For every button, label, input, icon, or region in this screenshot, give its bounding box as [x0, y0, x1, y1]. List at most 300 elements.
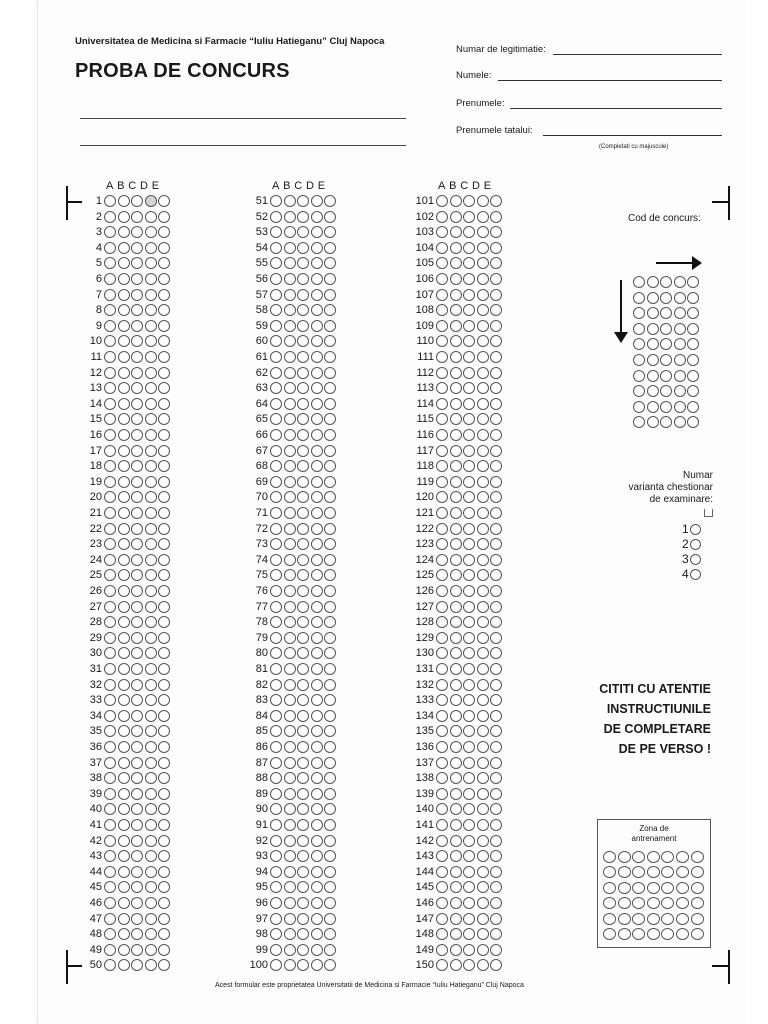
- training-bubble[interactable]: [691, 866, 704, 878]
- answer-bubble-102-a[interactable]: [436, 211, 448, 223]
- answer-bubble-50-d[interactable]: [145, 959, 157, 971]
- answer-bubble-16-c[interactable]: [131, 429, 143, 441]
- training-bubble[interactable]: [632, 928, 645, 940]
- answer-bubble-57-b[interactable]: [284, 289, 296, 301]
- answer-bubble-17-a[interactable]: [104, 445, 116, 457]
- answer-bubble-131-d[interactable]: [477, 663, 489, 675]
- answer-bubble-74-a[interactable]: [270, 554, 282, 566]
- answer-bubble-10-c[interactable]: [131, 335, 143, 347]
- field-last-name[interactable]: [498, 80, 722, 81]
- contest-code-bubble[interactable]: [647, 338, 659, 350]
- answer-bubble-130-b[interactable]: [450, 647, 462, 659]
- answer-bubble-140-e[interactable]: [490, 803, 502, 815]
- contest-code-bubble[interactable]: [647, 401, 659, 413]
- answer-bubble-50-b[interactable]: [118, 959, 130, 971]
- answer-bubble-124-a[interactable]: [436, 554, 448, 566]
- answer-bubble-147-a[interactable]: [436, 913, 448, 925]
- blank-line-1[interactable]: [80, 118, 406, 119]
- answer-bubble-132-a[interactable]: [436, 679, 448, 691]
- answer-bubble-119-e[interactable]: [490, 476, 502, 488]
- answer-bubble-42-d[interactable]: [145, 835, 157, 847]
- answer-bubble-30-a[interactable]: [104, 647, 116, 659]
- answer-bubble-84-d[interactable]: [311, 710, 323, 722]
- answer-bubble-129-c[interactable]: [463, 632, 475, 644]
- answer-bubble-51-a[interactable]: [270, 195, 282, 207]
- answer-bubble-79-e[interactable]: [324, 632, 336, 644]
- answer-bubble-136-e[interactable]: [490, 741, 502, 753]
- answer-bubble-100-d[interactable]: [311, 959, 323, 971]
- contest-code-bubble[interactable]: [633, 323, 645, 335]
- answer-bubble-79-d[interactable]: [311, 632, 323, 644]
- variant-option[interactable]: [682, 567, 701, 582]
- answer-bubble-64-a[interactable]: [270, 398, 282, 410]
- answer-bubble-43-a[interactable]: [104, 850, 116, 862]
- answer-bubble-36-c[interactable]: [131, 741, 143, 753]
- answer-bubble-87-e[interactable]: [324, 757, 336, 769]
- answer-bubble-69-d[interactable]: [311, 476, 323, 488]
- training-bubble[interactable]: [691, 913, 704, 925]
- answer-bubble-18-b[interactable]: [118, 460, 130, 472]
- answer-bubble-61-e[interactable]: [324, 351, 336, 363]
- answer-bubble-24-a[interactable]: [104, 554, 116, 566]
- answer-bubble-8-c[interactable]: [131, 304, 143, 316]
- answer-bubble-110-d[interactable]: [477, 335, 489, 347]
- answer-bubble-34-a[interactable]: [104, 710, 116, 722]
- answer-bubble-74-c[interactable]: [297, 554, 309, 566]
- answer-bubble-59-e[interactable]: [324, 320, 336, 332]
- answer-bubble-92-b[interactable]: [284, 835, 296, 847]
- answer-bubble-35-e[interactable]: [158, 725, 170, 737]
- answer-bubble-113-a[interactable]: [436, 382, 448, 394]
- answer-bubble-122-d[interactable]: [477, 523, 489, 535]
- answer-bubble-77-d[interactable]: [311, 601, 323, 613]
- answer-bubble-44-a[interactable]: [104, 866, 116, 878]
- answer-bubble-128-d[interactable]: [477, 616, 489, 628]
- answer-bubble-42-b[interactable]: [118, 835, 130, 847]
- answer-bubble-126-b[interactable]: [450, 585, 462, 597]
- answer-bubble-144-a[interactable]: [436, 866, 448, 878]
- answer-bubble-5-a[interactable]: [104, 257, 116, 269]
- answer-bubble-81-e[interactable]: [324, 663, 336, 675]
- answer-bubble-13-a[interactable]: [104, 382, 116, 394]
- answer-bubble-147-e[interactable]: [490, 913, 502, 925]
- answer-bubble-1-a[interactable]: [104, 195, 116, 207]
- answer-bubble-141-b[interactable]: [450, 819, 462, 831]
- answer-bubble-68-d[interactable]: [311, 460, 323, 472]
- training-bubble[interactable]: [676, 897, 689, 909]
- answer-bubble-33-e[interactable]: [158, 694, 170, 706]
- answer-bubble-116-d[interactable]: [477, 429, 489, 441]
- variant-option[interactable]: [682, 522, 701, 537]
- answer-bubble-82-d[interactable]: [311, 679, 323, 691]
- answer-bubble-53-a[interactable]: [270, 226, 282, 238]
- answer-bubble-111-a[interactable]: [436, 351, 448, 363]
- answer-bubble-20-a[interactable]: [104, 491, 116, 503]
- answer-bubble-78-d[interactable]: [311, 616, 323, 628]
- answer-bubble-102-c[interactable]: [463, 211, 475, 223]
- training-bubble[interactable]: [618, 866, 631, 878]
- answer-bubble-118-a[interactable]: [436, 460, 448, 472]
- answer-bubble-11-d[interactable]: [145, 351, 157, 363]
- answer-bubble-33-d[interactable]: [145, 694, 157, 706]
- answer-bubble-76-c[interactable]: [297, 585, 309, 597]
- answer-bubble-25-a[interactable]: [104, 569, 116, 581]
- contest-code-bubble[interactable]: [674, 385, 686, 397]
- answer-bubble-2-a[interactable]: [104, 211, 116, 223]
- answer-bubble-22-c[interactable]: [131, 523, 143, 535]
- answer-bubble-102-e[interactable]: [490, 211, 502, 223]
- answer-bubble-110-b[interactable]: [450, 335, 462, 347]
- answer-bubble-112-d[interactable]: [477, 367, 489, 379]
- training-bubble[interactable]: [618, 928, 631, 940]
- answer-bubble-39-b[interactable]: [118, 788, 130, 800]
- answer-bubble-33-b[interactable]: [118, 694, 130, 706]
- answer-bubble-27-a[interactable]: [104, 601, 116, 613]
- answer-bubble-124-c[interactable]: [463, 554, 475, 566]
- answer-bubble-93-c[interactable]: [297, 850, 309, 862]
- answer-bubble-73-a[interactable]: [270, 538, 282, 550]
- answer-bubble-74-d[interactable]: [311, 554, 323, 566]
- training-bubble[interactable]: [603, 913, 616, 925]
- answer-bubble-35-d[interactable]: [145, 725, 157, 737]
- answer-bubble-72-e[interactable]: [324, 523, 336, 535]
- answer-bubble-46-e[interactable]: [158, 897, 170, 909]
- answer-bubble-53-d[interactable]: [311, 226, 323, 238]
- answer-bubble-114-b[interactable]: [450, 398, 462, 410]
- answer-bubble-33-c[interactable]: [131, 694, 143, 706]
- answer-bubble-86-c[interactable]: [297, 741, 309, 753]
- contest-code-bubble[interactable]: [633, 307, 645, 319]
- answer-bubble-79-c[interactable]: [297, 632, 309, 644]
- answer-bubble-72-c[interactable]: [297, 523, 309, 535]
- answer-bubble-15-d[interactable]: [145, 413, 157, 425]
- training-bubble[interactable]: [676, 913, 689, 925]
- answer-bubble-113-e[interactable]: [490, 382, 502, 394]
- answer-bubble-8-b[interactable]: [118, 304, 130, 316]
- answer-bubble-16-e[interactable]: [158, 429, 170, 441]
- answer-bubble-134-a[interactable]: [436, 710, 448, 722]
- answer-bubble-6-b[interactable]: [118, 273, 130, 285]
- answer-bubble-58-d[interactable]: [311, 304, 323, 316]
- answer-bubble-45-e[interactable]: [158, 881, 170, 893]
- answer-bubble-120-e[interactable]: [490, 491, 502, 503]
- answer-bubble-36-b[interactable]: [118, 741, 130, 753]
- answer-bubble-23-d[interactable]: [145, 538, 157, 550]
- answer-bubble-145-b[interactable]: [450, 881, 462, 893]
- answer-bubble-108-e[interactable]: [490, 304, 502, 316]
- answer-bubble-123-b[interactable]: [450, 538, 462, 550]
- answer-bubble-73-c[interactable]: [297, 538, 309, 550]
- answer-bubble-17-c[interactable]: [131, 445, 143, 457]
- answer-bubble-132-e[interactable]: [490, 679, 502, 691]
- answer-bubble-86-d[interactable]: [311, 741, 323, 753]
- answer-bubble-86-a[interactable]: [270, 741, 282, 753]
- answer-bubble-91-d[interactable]: [311, 819, 323, 831]
- variant-bubble-1[interactable]: [690, 524, 701, 535]
- answer-bubble-104-e[interactable]: [490, 242, 502, 254]
- answer-bubble-36-d[interactable]: [145, 741, 157, 753]
- answer-bubble-59-b[interactable]: [284, 320, 296, 332]
- answer-bubble-92-e[interactable]: [324, 835, 336, 847]
- contest-code-bubble[interactable]: [647, 276, 659, 288]
- contest-code-bubble[interactable]: [633, 401, 645, 413]
- answer-bubble-40-b[interactable]: [118, 803, 130, 815]
- answer-bubble-32-b[interactable]: [118, 679, 130, 691]
- answer-bubble-124-b[interactable]: [450, 554, 462, 566]
- answer-bubble-39-d[interactable]: [145, 788, 157, 800]
- contest-code-bubble[interactable]: [647, 370, 659, 382]
- answer-bubble-148-e[interactable]: [490, 928, 502, 940]
- answer-bubble-80-d[interactable]: [311, 647, 323, 659]
- answer-bubble-133-b[interactable]: [450, 694, 462, 706]
- answer-bubble-94-a[interactable]: [270, 866, 282, 878]
- answer-bubble-150-c[interactable]: [463, 959, 475, 971]
- answer-bubble-41-e[interactable]: [158, 819, 170, 831]
- answer-bubble-18-d[interactable]: [145, 460, 157, 472]
- answer-bubble-81-c[interactable]: [297, 663, 309, 675]
- answer-bubble-56-c[interactable]: [297, 273, 309, 285]
- answer-bubble-69-c[interactable]: [297, 476, 309, 488]
- answer-bubble-31-d[interactable]: [145, 663, 157, 675]
- answer-bubble-108-b[interactable]: [450, 304, 462, 316]
- answer-bubble-71-d[interactable]: [311, 507, 323, 519]
- answer-bubble-80-a[interactable]: [270, 647, 282, 659]
- answer-bubble-34-d[interactable]: [145, 710, 157, 722]
- answer-bubble-31-a[interactable]: [104, 663, 116, 675]
- answer-bubble-11-a[interactable]: [104, 351, 116, 363]
- answer-bubble-57-e[interactable]: [324, 289, 336, 301]
- answer-bubble-77-e[interactable]: [324, 601, 336, 613]
- answer-bubble-60-c[interactable]: [297, 335, 309, 347]
- answer-bubble-70-e[interactable]: [324, 491, 336, 503]
- answer-bubble-126-d[interactable]: [477, 585, 489, 597]
- answer-bubble-64-e[interactable]: [324, 398, 336, 410]
- answer-bubble-17-e[interactable]: [158, 445, 170, 457]
- answer-bubble-137-c[interactable]: [463, 757, 475, 769]
- answer-bubble-84-b[interactable]: [284, 710, 296, 722]
- answer-bubble-1-b[interactable]: [118, 195, 130, 207]
- answer-bubble-23-b[interactable]: [118, 538, 130, 550]
- answer-bubble-1-c[interactable]: [131, 195, 143, 207]
- training-bubble[interactable]: [647, 882, 660, 894]
- answer-bubble-118-c[interactable]: [463, 460, 475, 472]
- answer-bubble-82-a[interactable]: [270, 679, 282, 691]
- answer-bubble-124-e[interactable]: [490, 554, 502, 566]
- answer-bubble-6-a[interactable]: [104, 273, 116, 285]
- answer-bubble-24-b[interactable]: [118, 554, 130, 566]
- answer-bubble-98-d[interactable]: [311, 928, 323, 940]
- answer-bubble-4-b[interactable]: [118, 242, 130, 254]
- answer-bubble-116-b[interactable]: [450, 429, 462, 441]
- contest-code-bubble[interactable]: [660, 416, 672, 428]
- answer-bubble-52-c[interactable]: [297, 211, 309, 223]
- answer-bubble-53-e[interactable]: [324, 226, 336, 238]
- answer-bubble-23-a[interactable]: [104, 538, 116, 550]
- answer-bubble-6-e[interactable]: [158, 273, 170, 285]
- answer-bubble-98-a[interactable]: [270, 928, 282, 940]
- answer-bubble-134-c[interactable]: [463, 710, 475, 722]
- contest-code-bubble[interactable]: [687, 292, 699, 304]
- answer-bubble-134-d[interactable]: [477, 710, 489, 722]
- answer-bubble-134-e[interactable]: [490, 710, 502, 722]
- answer-bubble-77-c[interactable]: [297, 601, 309, 613]
- answer-bubble-16-a[interactable]: [104, 429, 116, 441]
- answer-bubble-111-e[interactable]: [490, 351, 502, 363]
- answer-bubble-22-a[interactable]: [104, 523, 116, 535]
- answer-bubble-7-d[interactable]: [145, 289, 157, 301]
- answer-bubble-104-c[interactable]: [463, 242, 475, 254]
- answer-bubble-49-b[interactable]: [118, 944, 130, 956]
- answer-bubble-5-d[interactable]: [145, 257, 157, 269]
- answer-bubble-34-e[interactable]: [158, 710, 170, 722]
- answer-bubble-103-d[interactable]: [477, 226, 489, 238]
- answer-bubble-32-a[interactable]: [104, 679, 116, 691]
- answer-bubble-3-d[interactable]: [145, 226, 157, 238]
- answer-bubble-65-a[interactable]: [270, 413, 282, 425]
- answer-bubble-25-b[interactable]: [118, 569, 130, 581]
- answer-bubble-116-c[interactable]: [463, 429, 475, 441]
- answer-bubble-46-c[interactable]: [131, 897, 143, 909]
- answer-bubble-47-a[interactable]: [104, 913, 116, 925]
- answer-bubble-131-e[interactable]: [490, 663, 502, 675]
- answer-bubble-10-b[interactable]: [118, 335, 130, 347]
- answer-bubble-42-e[interactable]: [158, 835, 170, 847]
- answer-bubble-56-e[interactable]: [324, 273, 336, 285]
- answer-bubble-93-e[interactable]: [324, 850, 336, 862]
- contest-code-bubble[interactable]: [674, 323, 686, 335]
- answer-bubble-19-b[interactable]: [118, 476, 130, 488]
- answer-bubble-114-d[interactable]: [477, 398, 489, 410]
- answer-bubble-88-c[interactable]: [297, 772, 309, 784]
- contest-code-bubble[interactable]: [647, 385, 659, 397]
- answer-bubble-128-c[interactable]: [463, 616, 475, 628]
- answer-bubble-41-a[interactable]: [104, 819, 116, 831]
- answer-bubble-90-d[interactable]: [311, 803, 323, 815]
- answer-bubble-95-e[interactable]: [324, 881, 336, 893]
- answer-bubble-17-d[interactable]: [145, 445, 157, 457]
- answer-bubble-63-a[interactable]: [270, 382, 282, 394]
- answer-bubble-148-d[interactable]: [477, 928, 489, 940]
- answer-bubble-45-c[interactable]: [131, 881, 143, 893]
- answer-bubble-37-b[interactable]: [118, 757, 130, 769]
- answer-bubble-22-d[interactable]: [145, 523, 157, 535]
- contest-code-bubble[interactable]: [674, 401, 686, 413]
- answer-bubble-9-a[interactable]: [104, 320, 116, 332]
- answer-bubble-71-c[interactable]: [297, 507, 309, 519]
- answer-bubble-19-d[interactable]: [145, 476, 157, 488]
- answer-bubble-8-e[interactable]: [158, 304, 170, 316]
- contest-code-bubble[interactable]: [660, 354, 672, 366]
- training-bubble[interactable]: [632, 897, 645, 909]
- answer-bubble-57-a[interactable]: [270, 289, 282, 301]
- answer-bubble-89-b[interactable]: [284, 788, 296, 800]
- contest-code-bubble[interactable]: [674, 338, 686, 350]
- answer-bubble-97-b[interactable]: [284, 913, 296, 925]
- answer-bubble-110-e[interactable]: [490, 335, 502, 347]
- answer-bubble-49-a[interactable]: [104, 944, 116, 956]
- answer-bubble-103-e[interactable]: [490, 226, 502, 238]
- answer-bubble-84-e[interactable]: [324, 710, 336, 722]
- answer-bubble-138-e[interactable]: [490, 772, 502, 784]
- answer-bubble-122-e[interactable]: [490, 523, 502, 535]
- answer-bubble-2-e[interactable]: [158, 211, 170, 223]
- answer-bubble-76-d[interactable]: [311, 585, 323, 597]
- contest-code-bubble[interactable]: [660, 292, 672, 304]
- answer-bubble-115-e[interactable]: [490, 413, 502, 425]
- contest-code-bubble[interactable]: [687, 354, 699, 366]
- variant-write-box[interactable]: [704, 509, 713, 517]
- answer-bubble-148-a[interactable]: [436, 928, 448, 940]
- answer-bubble-93-a[interactable]: [270, 850, 282, 862]
- answer-bubble-36-a[interactable]: [104, 741, 116, 753]
- answer-bubble-140-c[interactable]: [463, 803, 475, 815]
- answer-bubble-64-d[interactable]: [311, 398, 323, 410]
- answer-bubble-115-b[interactable]: [450, 413, 462, 425]
- answer-bubble-3-a[interactable]: [104, 226, 116, 238]
- answer-bubble-49-d[interactable]: [145, 944, 157, 956]
- answer-bubble-10-e[interactable]: [158, 335, 170, 347]
- answer-bubble-144-e[interactable]: [490, 866, 502, 878]
- answer-bubble-114-e[interactable]: [490, 398, 502, 410]
- answer-bubble-66-b[interactable]: [284, 429, 296, 441]
- answer-bubble-16-d[interactable]: [145, 429, 157, 441]
- answer-bubble-26-c[interactable]: [131, 585, 143, 597]
- answer-bubble-37-d[interactable]: [145, 757, 157, 769]
- answer-bubble-105-e[interactable]: [490, 257, 502, 269]
- answer-bubble-120-d[interactable]: [477, 491, 489, 503]
- answer-bubble-132-c[interactable]: [463, 679, 475, 691]
- answer-bubble-18-a[interactable]: [104, 460, 116, 472]
- training-bubble[interactable]: [647, 897, 660, 909]
- answer-bubble-129-e[interactable]: [490, 632, 502, 644]
- answer-bubble-96-b[interactable]: [284, 897, 296, 909]
- answer-bubble-115-d[interactable]: [477, 413, 489, 425]
- answer-bubble-27-c[interactable]: [131, 601, 143, 613]
- answer-bubble-22-e[interactable]: [158, 523, 170, 535]
- answer-bubble-5-e[interactable]: [158, 257, 170, 269]
- answer-bubble-109-c[interactable]: [463, 320, 475, 332]
- answer-bubble-122-b[interactable]: [450, 523, 462, 535]
- answer-bubble-61-d[interactable]: [311, 351, 323, 363]
- answer-bubble-42-a[interactable]: [104, 835, 116, 847]
- answer-bubble-131-b[interactable]: [450, 663, 462, 675]
- answer-bubble-111-d[interactable]: [477, 351, 489, 363]
- answer-bubble-43-d[interactable]: [145, 850, 157, 862]
- answer-bubble-39-e[interactable]: [158, 788, 170, 800]
- training-bubble[interactable]: [632, 913, 645, 925]
- contest-code-bubble[interactable]: [687, 401, 699, 413]
- answer-bubble-128-e[interactable]: [490, 616, 502, 628]
- answer-bubble-117-b[interactable]: [450, 445, 462, 457]
- answer-bubble-136-d[interactable]: [477, 741, 489, 753]
- answer-bubble-21-c[interactable]: [131, 507, 143, 519]
- answer-bubble-103-a[interactable]: [436, 226, 448, 238]
- answer-bubble-9-e[interactable]: [158, 320, 170, 332]
- answer-bubble-115-a[interactable]: [436, 413, 448, 425]
- answer-bubble-144-b[interactable]: [450, 866, 462, 878]
- answer-bubble-37-e[interactable]: [158, 757, 170, 769]
- answer-bubble-127-c[interactable]: [463, 601, 475, 613]
- answer-bubble-2-d[interactable]: [145, 211, 157, 223]
- answer-bubble-25-d[interactable]: [145, 569, 157, 581]
- answer-bubble-28-b[interactable]: [118, 616, 130, 628]
- answer-bubble-41-d[interactable]: [145, 819, 157, 831]
- answer-bubble-43-b[interactable]: [118, 850, 130, 862]
- answer-bubble-132-d[interactable]: [477, 679, 489, 691]
- answer-bubble-104-b[interactable]: [450, 242, 462, 254]
- answer-bubble-130-e[interactable]: [490, 647, 502, 659]
- answer-bubble-3-b[interactable]: [118, 226, 130, 238]
